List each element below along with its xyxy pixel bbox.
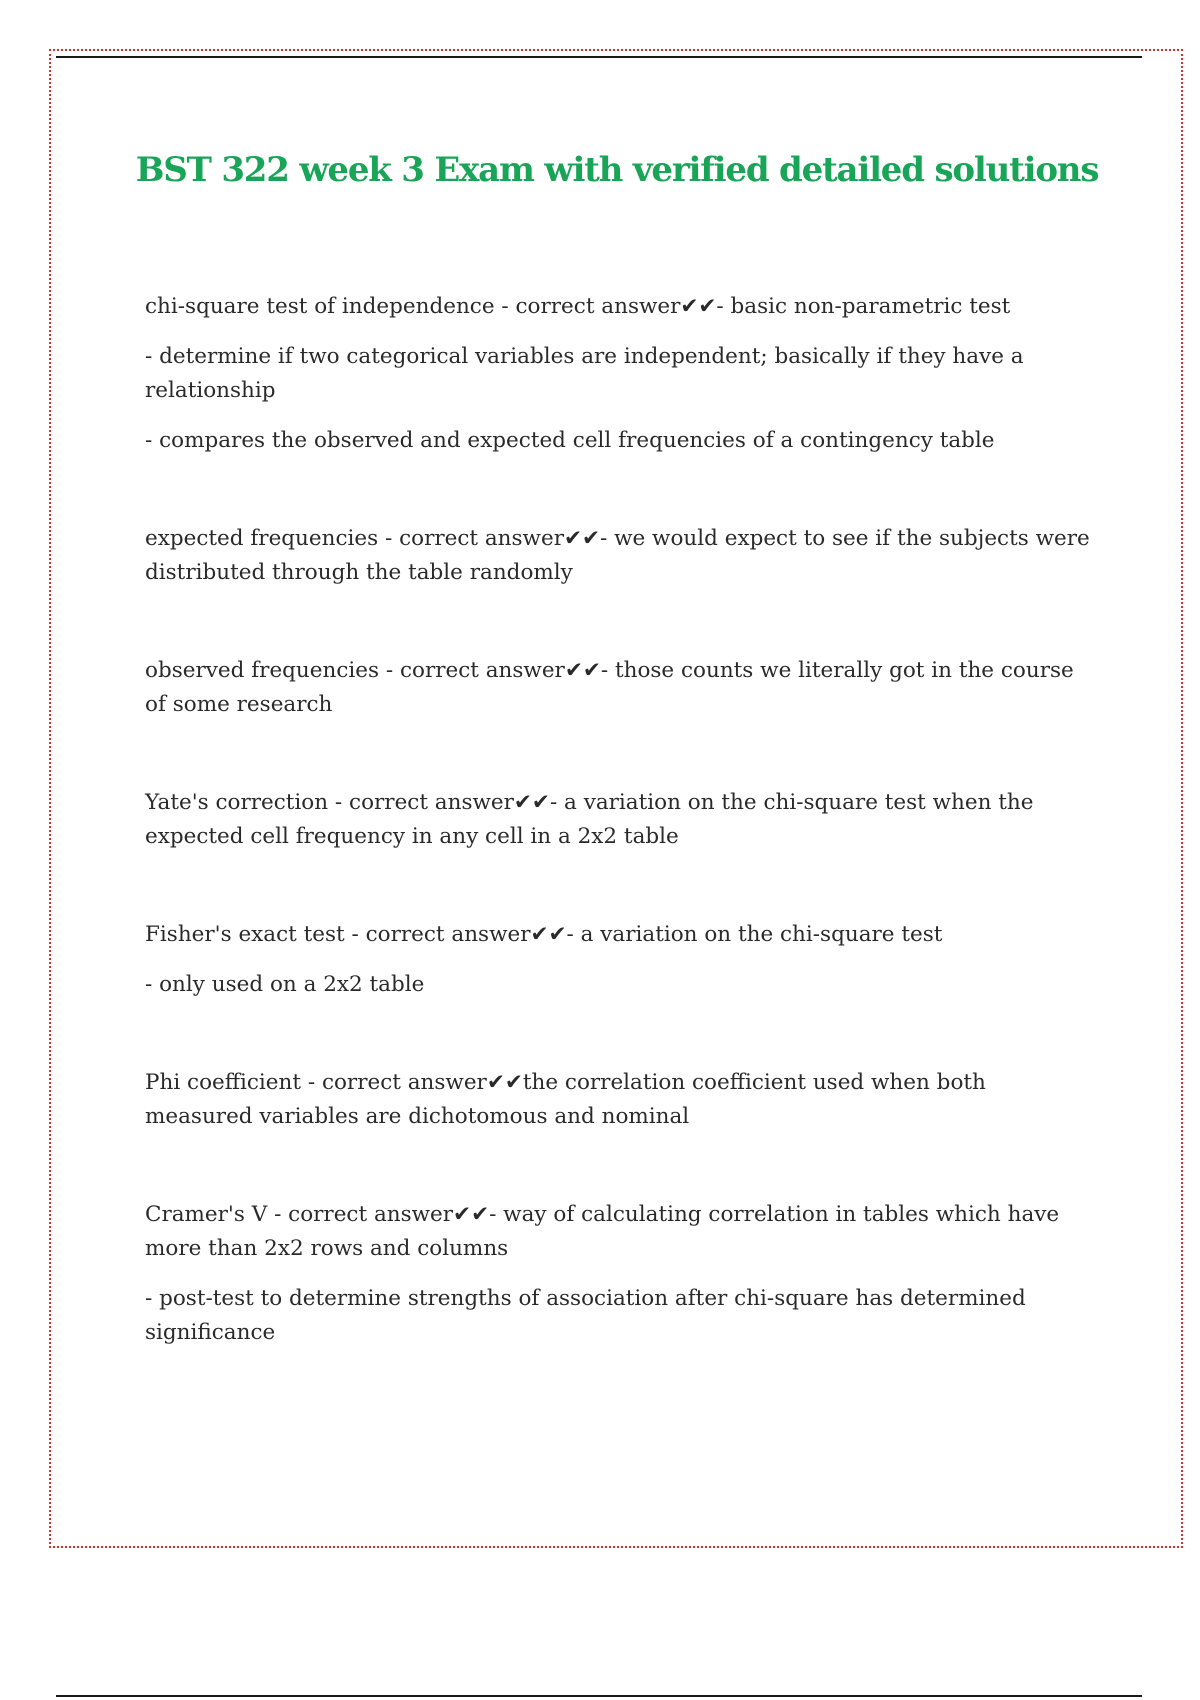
entry-observed-frequencies: [145, 654, 1095, 722]
entry-text: Yate's correction - correct answer✔✔- a variation on the chi-square test when the expected cell frequency in any cell in a 2x2 table: [145, 790, 1034, 849]
entry-phi-coefficient: [145, 1066, 1095, 1134]
entry-text: Phi coefficient - correct answer✔✔the correlation coefficient used when both measured variables are dichotomous and nominal: [145, 1070, 986, 1129]
top-rule: [56, 56, 1142, 58]
entry-subline: - compares the observed and expected cell frequencies of a contingency table: [145, 428, 995, 453]
document-body: [145, 290, 1095, 1414]
entry-chi-square-test: [145, 290, 1095, 458]
document-title: BST 322 week 3 Exam with verified detailed solutions: [135, 150, 1099, 190]
entry-text: expected frequencies - correct answer✔✔- we would expect to see if the subjects were distributed through the table randomly: [145, 526, 1090, 585]
entry-text: chi-square test of independence - correct answer✔✔- basic non-parametric test: [145, 294, 1011, 319]
entry-cramers-v: [145, 1198, 1095, 1350]
entry-text: Fisher's exact test - correct answer✔✔- a variation on the chi-square test: [145, 922, 943, 947]
entry-subline: - only used on a 2x2 table: [145, 972, 425, 997]
entry-yates-correction: [145, 786, 1095, 854]
bottom-rule: [56, 1695, 1142, 1697]
entry-text: observed frequencies - correct answer✔✔- those counts we literally got in the course of some research: [145, 658, 1074, 717]
entry-expected-frequencies: [145, 522, 1095, 590]
entry-fishers-exact-test: [145, 918, 1095, 1002]
entry-text: Cramer's V - correct answer✔✔- way of calculating correlation in tables which have more than 2x2 rows and columns: [145, 1202, 1060, 1261]
entry-subline: - determine if two categorical variables are independent; basically if they have a relationship: [145, 344, 1024, 403]
entry-subline: - post-test to determine strengths of association after chi-square has determined significance: [145, 1286, 1026, 1345]
